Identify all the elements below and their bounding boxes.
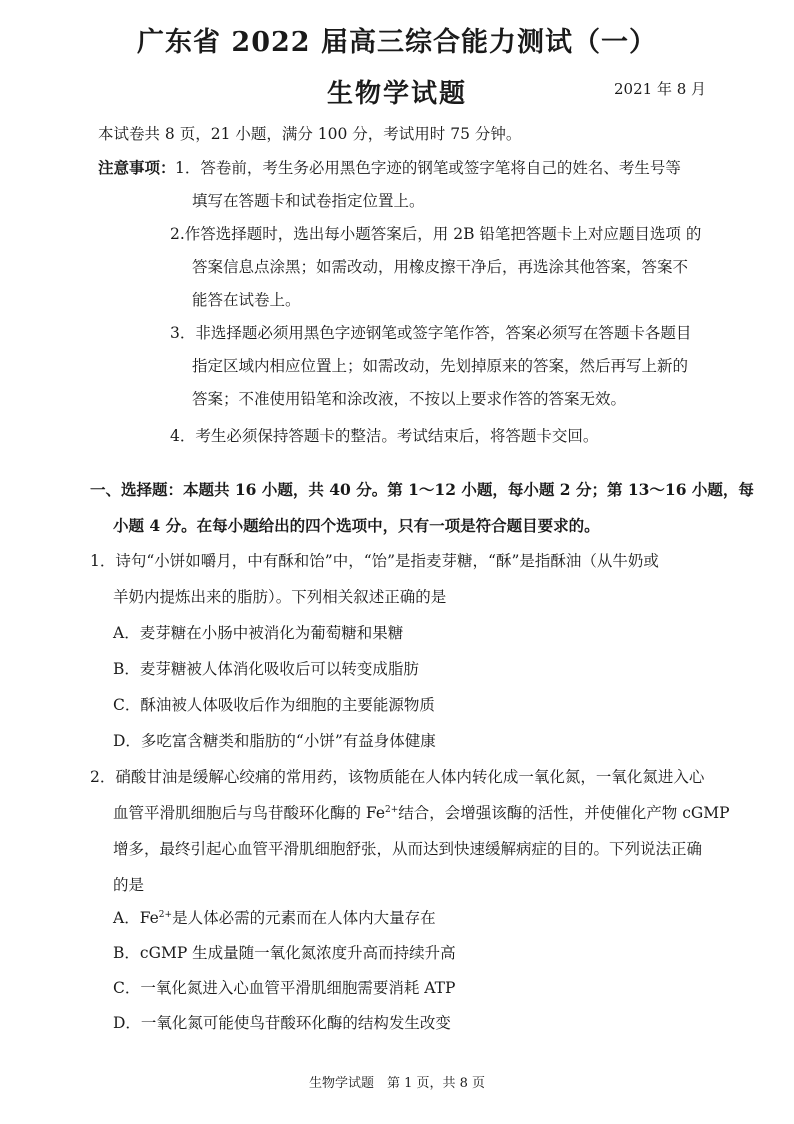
note-2-line-2: 答案信息点涂黑；如需改动，用橡皮擦干净后，再选涂其他答案，答案不 <box>192 258 689 276</box>
note-1-line-1: 1．答卷前，考生务必用黑色字迹的钢笔或签字笔将自己的姓名、考生号等 <box>175 159 681 177</box>
question-1-stem-line-1: 1．诗句“小饼如嚼月，中有酥和饴”中，“饴”是指麦芽糖，“酥”是指酥油（从牛奶或 <box>90 552 659 570</box>
question-2-option-b: B．cGMP 生成量随一氧化氮浓度升高而持续升高 <box>113 944 456 962</box>
question-2-option-d: D．一氧化氮可能使鸟苷酸环化酶的结构发生改变 <box>113 1014 451 1032</box>
exam-date: 2021 年 8 月 <box>614 80 707 98</box>
question-1-option-c: C．酥油被人体吸收后作为细胞的主要能源物质 <box>113 696 435 714</box>
note-1-line-2: 填写在答题卡和试卷指定位置上。 <box>192 192 425 210</box>
question-1-option-a: A．麦芽糖在小肠中被消化为葡萄糖和果糖 <box>113 624 404 642</box>
question-2-stem-line-3: 增多，最终引起心血管平滑肌细胞舒张，从而达到快速缓解病症的目的。下列说法正确 <box>113 840 703 858</box>
question-1-stem-line-2: 羊奶内提炼出来的脂肪）。下列相关叙述正确的是 <box>113 588 447 606</box>
note-3-line-3: 答案；不准使用铅笔和涂改液，不按以上要求作答的答案无效。 <box>192 390 627 408</box>
question-2-option-c: C．一氧化氮进入心血管平滑肌细胞需要消耗 ATP <box>113 979 456 997</box>
note-2-line-1: 2.作答选择题时，选出每小题答案后，用 2B 铅笔把答题卡上对应题目选项 的 <box>170 225 702 243</box>
subject-title: 生物学试题 <box>326 79 467 109</box>
question-1-option-b: B．麦芽糖被人体消化吸收后可以转变成脂肪 <box>113 660 419 678</box>
question-2-option-a-pre: A．Fe <box>113 909 159 927</box>
question-2-option-a <box>113 908 436 928</box>
question-2-stem-line-2-post: 结合，会增强该酶的活性，并使催化产物 cGMP <box>398 804 730 822</box>
page-footer: 生物学试题 第 1 页，共 8 页 <box>308 1076 486 1091</box>
notes-label: 注意事项： <box>98 158 176 177</box>
exam-intro: 本试卷共 8 页，21 小题，满分 100 分，考试用时 75 分钟。 <box>98 125 522 143</box>
section-1-heading-line-1: 一、选择题：本题共 16 小题，共 40 分。第 1～12 小题，每小题 2 分；第 13～16 小题，每 <box>90 480 754 499</box>
exam-title: 广东省 2022 届高三综合能力测试（一） <box>137 27 657 58</box>
question-2-stem-line-2-pre: 血管平滑肌细胞后与鸟苷酸环化酶的 Fe <box>113 804 386 822</box>
question-2-stem-line-1: 2．硝酸甘油是缓解心绞痛的常用药，该物质能在人体内转化成一氧化氮，一氧化氮进入心 <box>90 768 705 786</box>
note-2-line-3: 能答在试卷上。 <box>192 291 301 309</box>
question-1-option-d: D．多吃富含糖类和脂肪的“小饼”有益身体健康 <box>113 732 436 750</box>
note-4: 4．考生必须保持答题卡的整洁。考试结束后，将答题卡交回。 <box>170 427 599 445</box>
ion-charge-superscript: 2+ <box>385 804 399 815</box>
section-1-heading-line-2: 小题 4 分。在每小题给出的四个选项中，只有一项是符合题目要求的。 <box>113 516 600 535</box>
question-2-stem-line-2 <box>113 803 730 823</box>
note-3-line-1: 3．非选择题必须用黑色字迹钢笔或签字笔作答，答案必须写在答题卡各题目 <box>170 324 692 342</box>
question-2-stem-line-4: 的是 <box>113 876 145 894</box>
ion-charge-superscript: 2+ <box>158 909 173 920</box>
question-2-option-a-post: 是人体必需的元素而在人体内大量存在 <box>172 909 436 927</box>
note-3-line-2: 指定区域内相应位置上；如需改动，先划掉原来的答案，然后再写上新的 <box>192 357 689 375</box>
